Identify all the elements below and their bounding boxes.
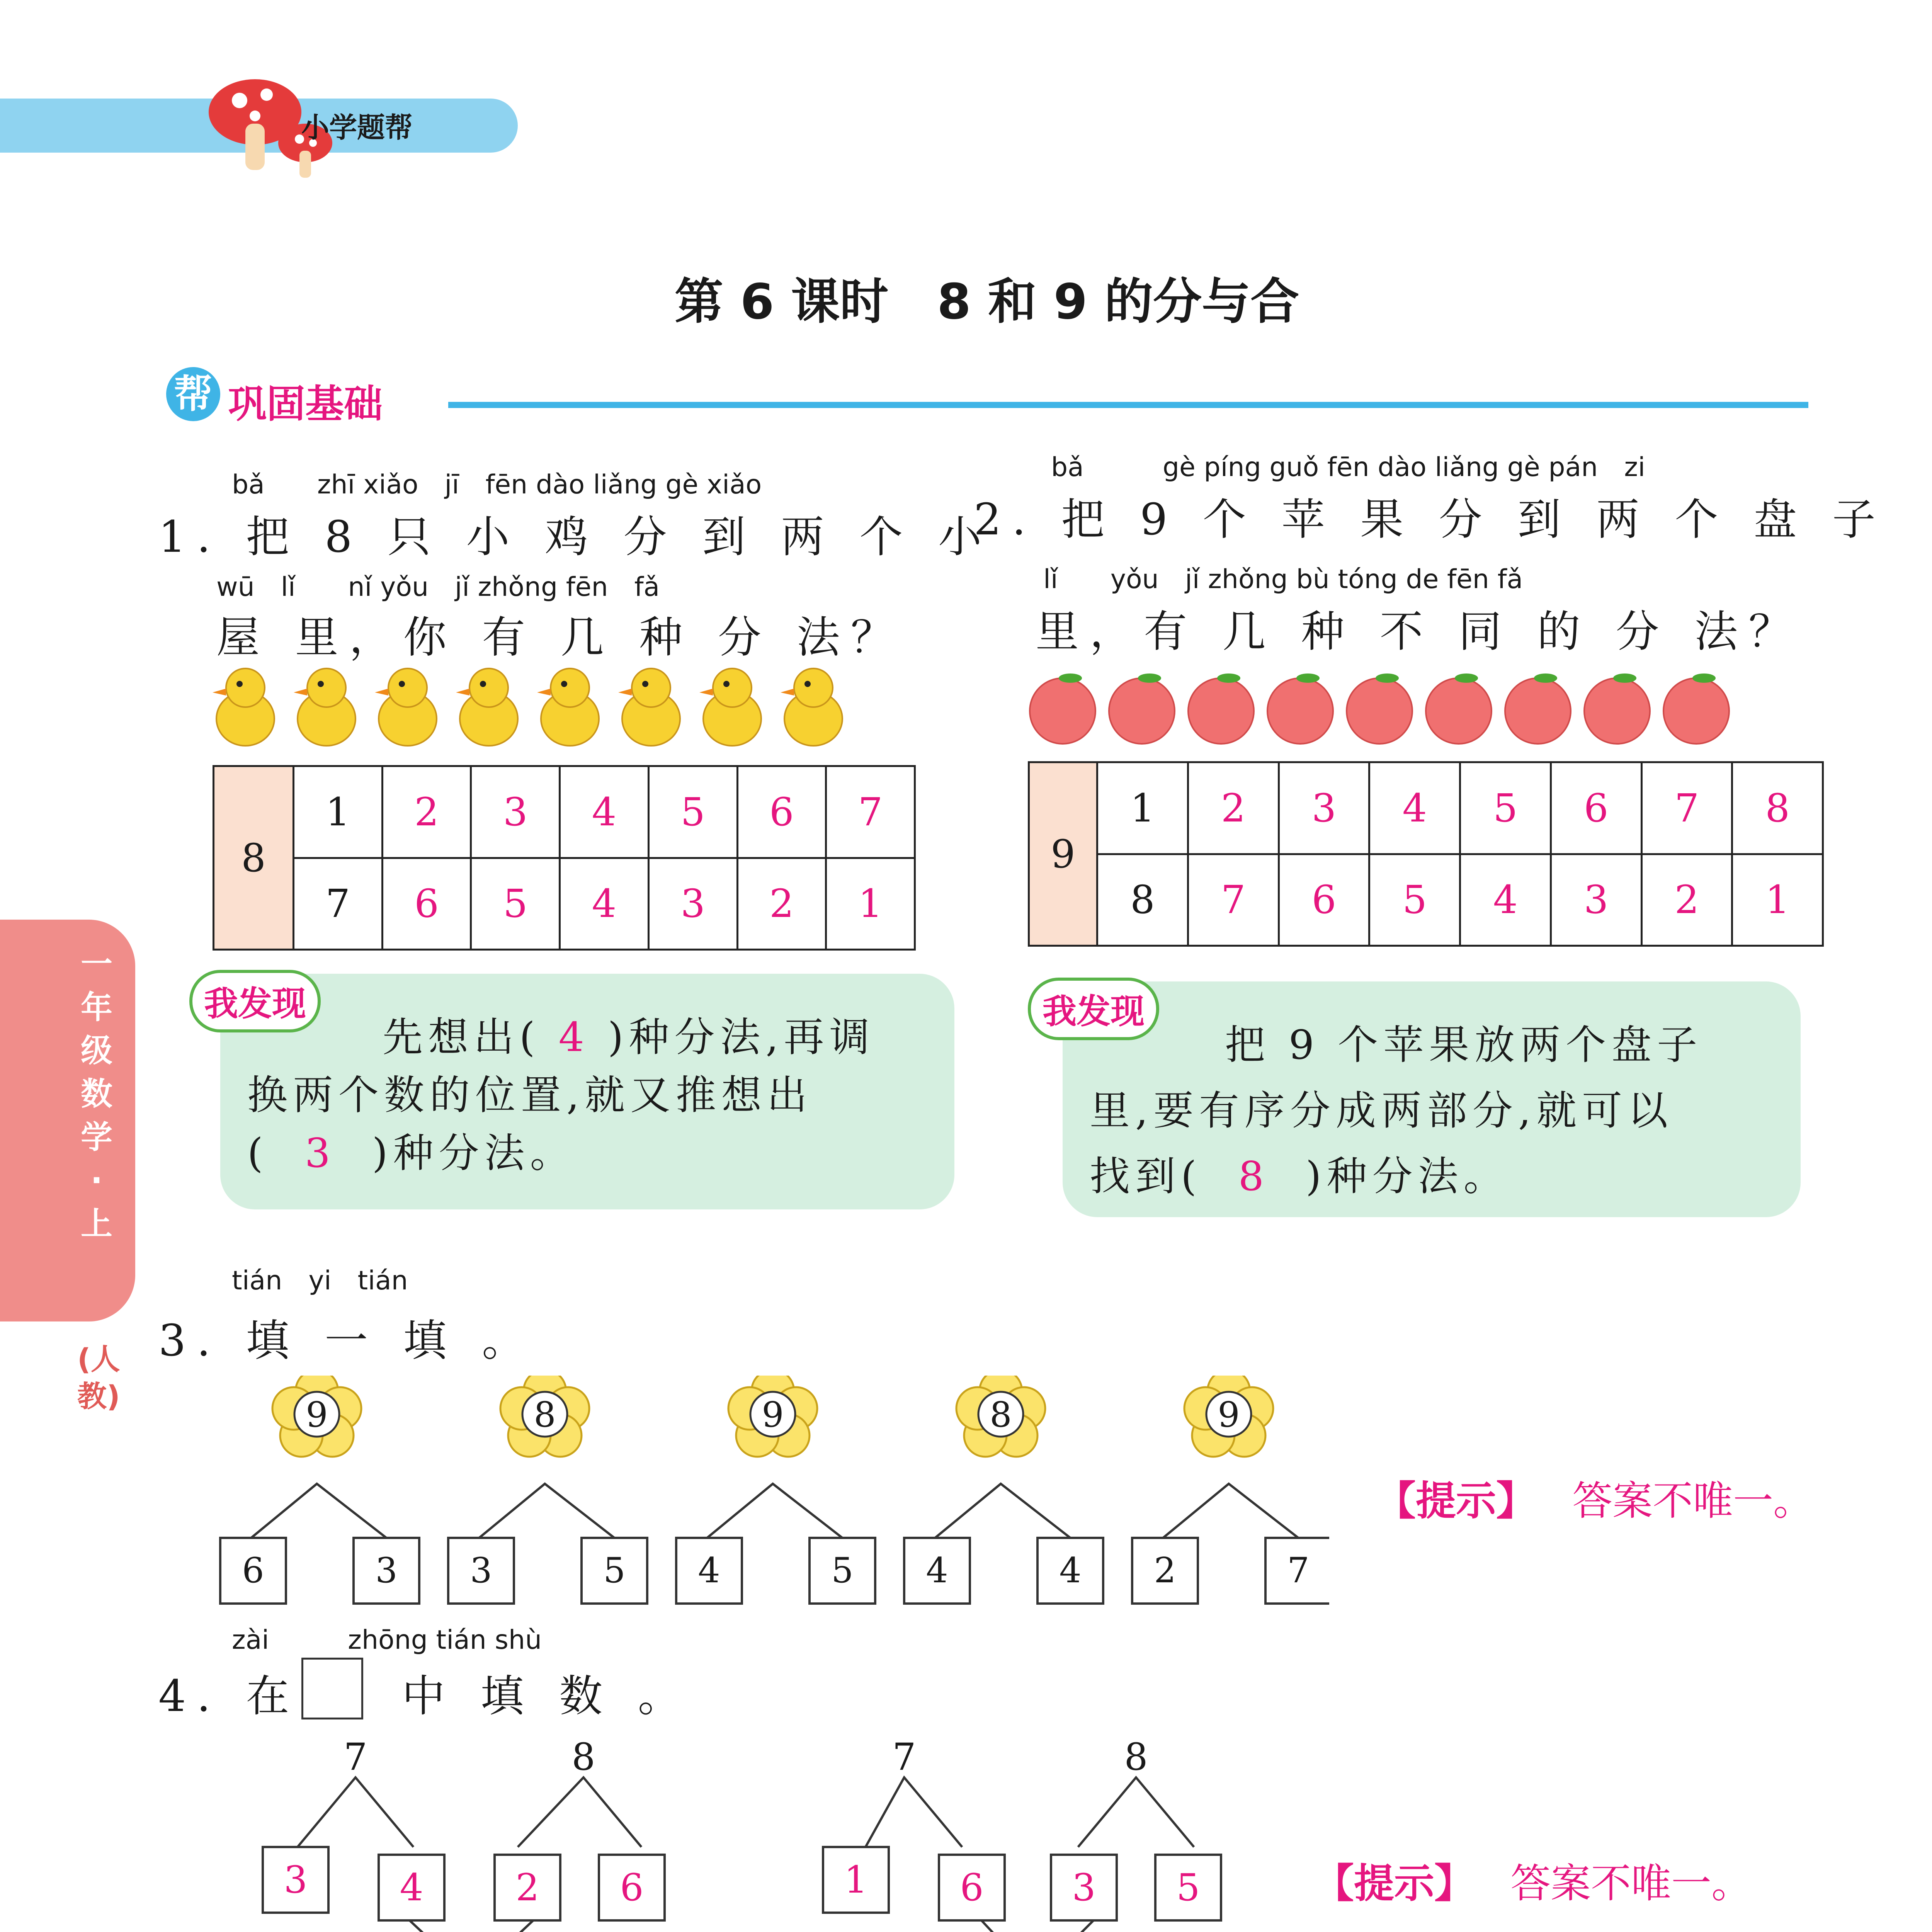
q3-left-4: 4 xyxy=(926,1550,948,1591)
q2-top-5: 5 xyxy=(1460,762,1551,854)
q2-top-1: 1 xyxy=(1097,762,1188,854)
q1-pinyin-2: wū lǐ nǐ yǒu jǐ zhǒng fēn fǎ xyxy=(216,572,660,602)
q2-discover-line-1: 把 9 个苹果放两个盘子 xyxy=(1225,1021,1703,1068)
q1-answer-1: 4 xyxy=(558,1014,590,1061)
q4-hint-text: 答案不唯一。 xyxy=(1510,1860,1752,1907)
q3-right-1: 3 xyxy=(375,1550,398,1591)
q1-line-2: 屋 里，你 有 几 种 分 法？ xyxy=(216,612,905,663)
q1-top-4: 4 xyxy=(560,766,649,858)
q4-g1-top-right: 8 xyxy=(571,1735,595,1779)
q2-total: 9 xyxy=(1029,762,1097,946)
q1-discover-line-1: 先想出( 4 )种分法,再调 xyxy=(383,1014,875,1061)
q3-left-5: 2 xyxy=(1154,1550,1176,1591)
q3-total-3: 9 xyxy=(762,1395,784,1435)
q3-total-4: 8 xyxy=(990,1395,1012,1435)
q4-blank-box-icon xyxy=(301,1658,363,1719)
q4-g2-box-4: 5 xyxy=(1176,1866,1200,1909)
q3-right-5: 7 xyxy=(1287,1550,1310,1591)
q2-bottom-2: 7 xyxy=(1188,854,1279,946)
q3-total-5: 9 xyxy=(1218,1395,1240,1435)
q1-pinyin-1: bǎ zhī xiǎo jī fēn dào liǎng gè xiǎo xyxy=(232,469,762,500)
q2-answer: 8 xyxy=(1238,1153,1269,1200)
q1-total: 8 xyxy=(214,766,294,950)
q1-bottom-7: 1 xyxy=(826,858,915,950)
q2-bottom-3: 6 xyxy=(1279,854,1369,946)
q3-right-2: 5 xyxy=(603,1550,626,1591)
section-basic-badge: 帮 xyxy=(166,367,220,421)
q2-discover-tag: 我发现 xyxy=(1028,978,1159,1040)
q4-g2-box-2: 6 xyxy=(960,1866,984,1909)
q1-top-7: 7 xyxy=(826,766,915,858)
q4-g2-top-right: 8 xyxy=(1124,1735,1148,1779)
brand-title: 小学题帮 xyxy=(301,111,413,144)
q4-pinyin: zài zhōng tián shù xyxy=(232,1625,542,1655)
side-tab-edition: (人教) xyxy=(77,1342,120,1413)
q2-top-8: 8 xyxy=(1732,762,1823,854)
apples-illustration xyxy=(1024,668,1750,746)
q2-bottom-6: 3 xyxy=(1551,854,1641,946)
q2-discover-line-2: 里,要有序分成两部分,就可以 xyxy=(1090,1087,1673,1134)
q1-top-6: 6 xyxy=(737,766,826,858)
q3-right-3: 5 xyxy=(831,1550,854,1591)
q1-line-1: 1. 把 8 只 小 鸡 分 到 两 个 小 xyxy=(158,512,993,562)
q2-bottom-4: 5 xyxy=(1369,854,1460,946)
section-basic-label: 巩固基础 xyxy=(228,381,383,427)
q2-top-6: 6 xyxy=(1551,762,1641,854)
q1-answer-2: 3 xyxy=(304,1129,336,1177)
section-basic-line xyxy=(448,402,1808,408)
q4-diagram xyxy=(255,1731,1260,1932)
q3-label: 3. 填 一 填 。 xyxy=(158,1316,536,1366)
q2-discover-line-3: 找到( 8 )种分法。 xyxy=(1090,1153,1509,1200)
q2-line-2: 里，有 几 种 不 同 的 分 法？ xyxy=(1036,607,1803,657)
q3-left-1: 6 xyxy=(242,1550,264,1591)
q1-top-5: 5 xyxy=(648,766,737,858)
q3-total-2: 8 xyxy=(534,1395,556,1435)
q4-g2-box-1: 1 xyxy=(844,1858,868,1901)
q1-top-3: 3 xyxy=(471,766,560,858)
q2-top-7: 7 xyxy=(1641,762,1732,854)
q4-g2-top-left: 7 xyxy=(892,1735,916,1779)
q3-left-3: 4 xyxy=(698,1550,720,1591)
q2-bottom-1: 8 xyxy=(1097,854,1188,946)
q2-bottom-5: 4 xyxy=(1460,854,1551,946)
side-tab-subject: 一年级数学·上 xyxy=(80,946,112,1242)
q2-top-2: 2 xyxy=(1188,762,1279,854)
q3-hint xyxy=(1376,1468,1813,1526)
q2-top-4: 4 xyxy=(1369,762,1460,854)
q1-bottom-3: 5 xyxy=(471,858,560,950)
q1-bottom-4: 4 xyxy=(560,858,649,950)
q1-top-1: 1 xyxy=(294,766,383,858)
q4-hint-label: 【提示】 xyxy=(1314,1860,1475,1907)
q4-g1-top-left: 7 xyxy=(344,1735,367,1779)
q4-g1-box-2: 4 xyxy=(400,1866,423,1909)
q3-total-1: 9 xyxy=(306,1395,328,1435)
q1-bottom-5: 3 xyxy=(648,858,737,950)
q2-bottom-8: 1 xyxy=(1732,854,1823,946)
q2-pinyin-1: bǎ gè píng guǒ fēn dào liǎng gè pán zi xyxy=(1051,452,1645,483)
q3-right-4: 4 xyxy=(1059,1550,1082,1591)
q1-discover-line-2: 换两个数的位置,就又推想出 xyxy=(247,1071,813,1119)
q4-label-b: 中 填 数 。 xyxy=(402,1671,692,1721)
q4-hint xyxy=(1314,1851,1752,1909)
q1-discover-line-3: ( 3 )种分法。 xyxy=(247,1129,576,1177)
chicks-illustration xyxy=(209,665,866,757)
q3-left-2: 3 xyxy=(470,1550,492,1591)
q3-pinyin: tián yi tián xyxy=(232,1265,408,1296)
q1-top-2: 2 xyxy=(382,766,471,858)
q4-g1-box-4: 6 xyxy=(620,1866,644,1909)
q3-hint-label: 【提示】 xyxy=(1376,1477,1537,1524)
q3-hint-text: 答案不唯一。 xyxy=(1572,1477,1814,1524)
q3-diagram xyxy=(209,1376,1329,1615)
q1-bottom-1: 7 xyxy=(294,858,383,950)
q4-g1-box-3: 2 xyxy=(515,1866,539,1909)
q2-line-1: 2. 把 9 个 苹 果 分 到 两 个 盘 子 xyxy=(974,495,1886,545)
q4-g1-box-1: 3 xyxy=(284,1858,308,1901)
page-title: 第 6 课时 8 和 9 的分与合 xyxy=(674,273,1299,330)
q4-g2-box-3: 3 xyxy=(1072,1866,1096,1909)
q4-label-a: 4. 在 xyxy=(158,1671,300,1721)
q1-split-table xyxy=(213,765,916,951)
q2-split-table xyxy=(1028,761,1824,947)
q1-bottom-2: 6 xyxy=(382,858,471,950)
q2-bottom-7: 2 xyxy=(1641,854,1732,946)
q2-pinyin-2: lǐ yǒu jǐ zhǒng bù tóng de fēn fǎ xyxy=(1043,564,1523,595)
q2-top-3: 3 xyxy=(1279,762,1369,854)
q1-bottom-6: 2 xyxy=(737,858,826,950)
q1-discover-tag: 我发现 xyxy=(189,970,321,1032)
